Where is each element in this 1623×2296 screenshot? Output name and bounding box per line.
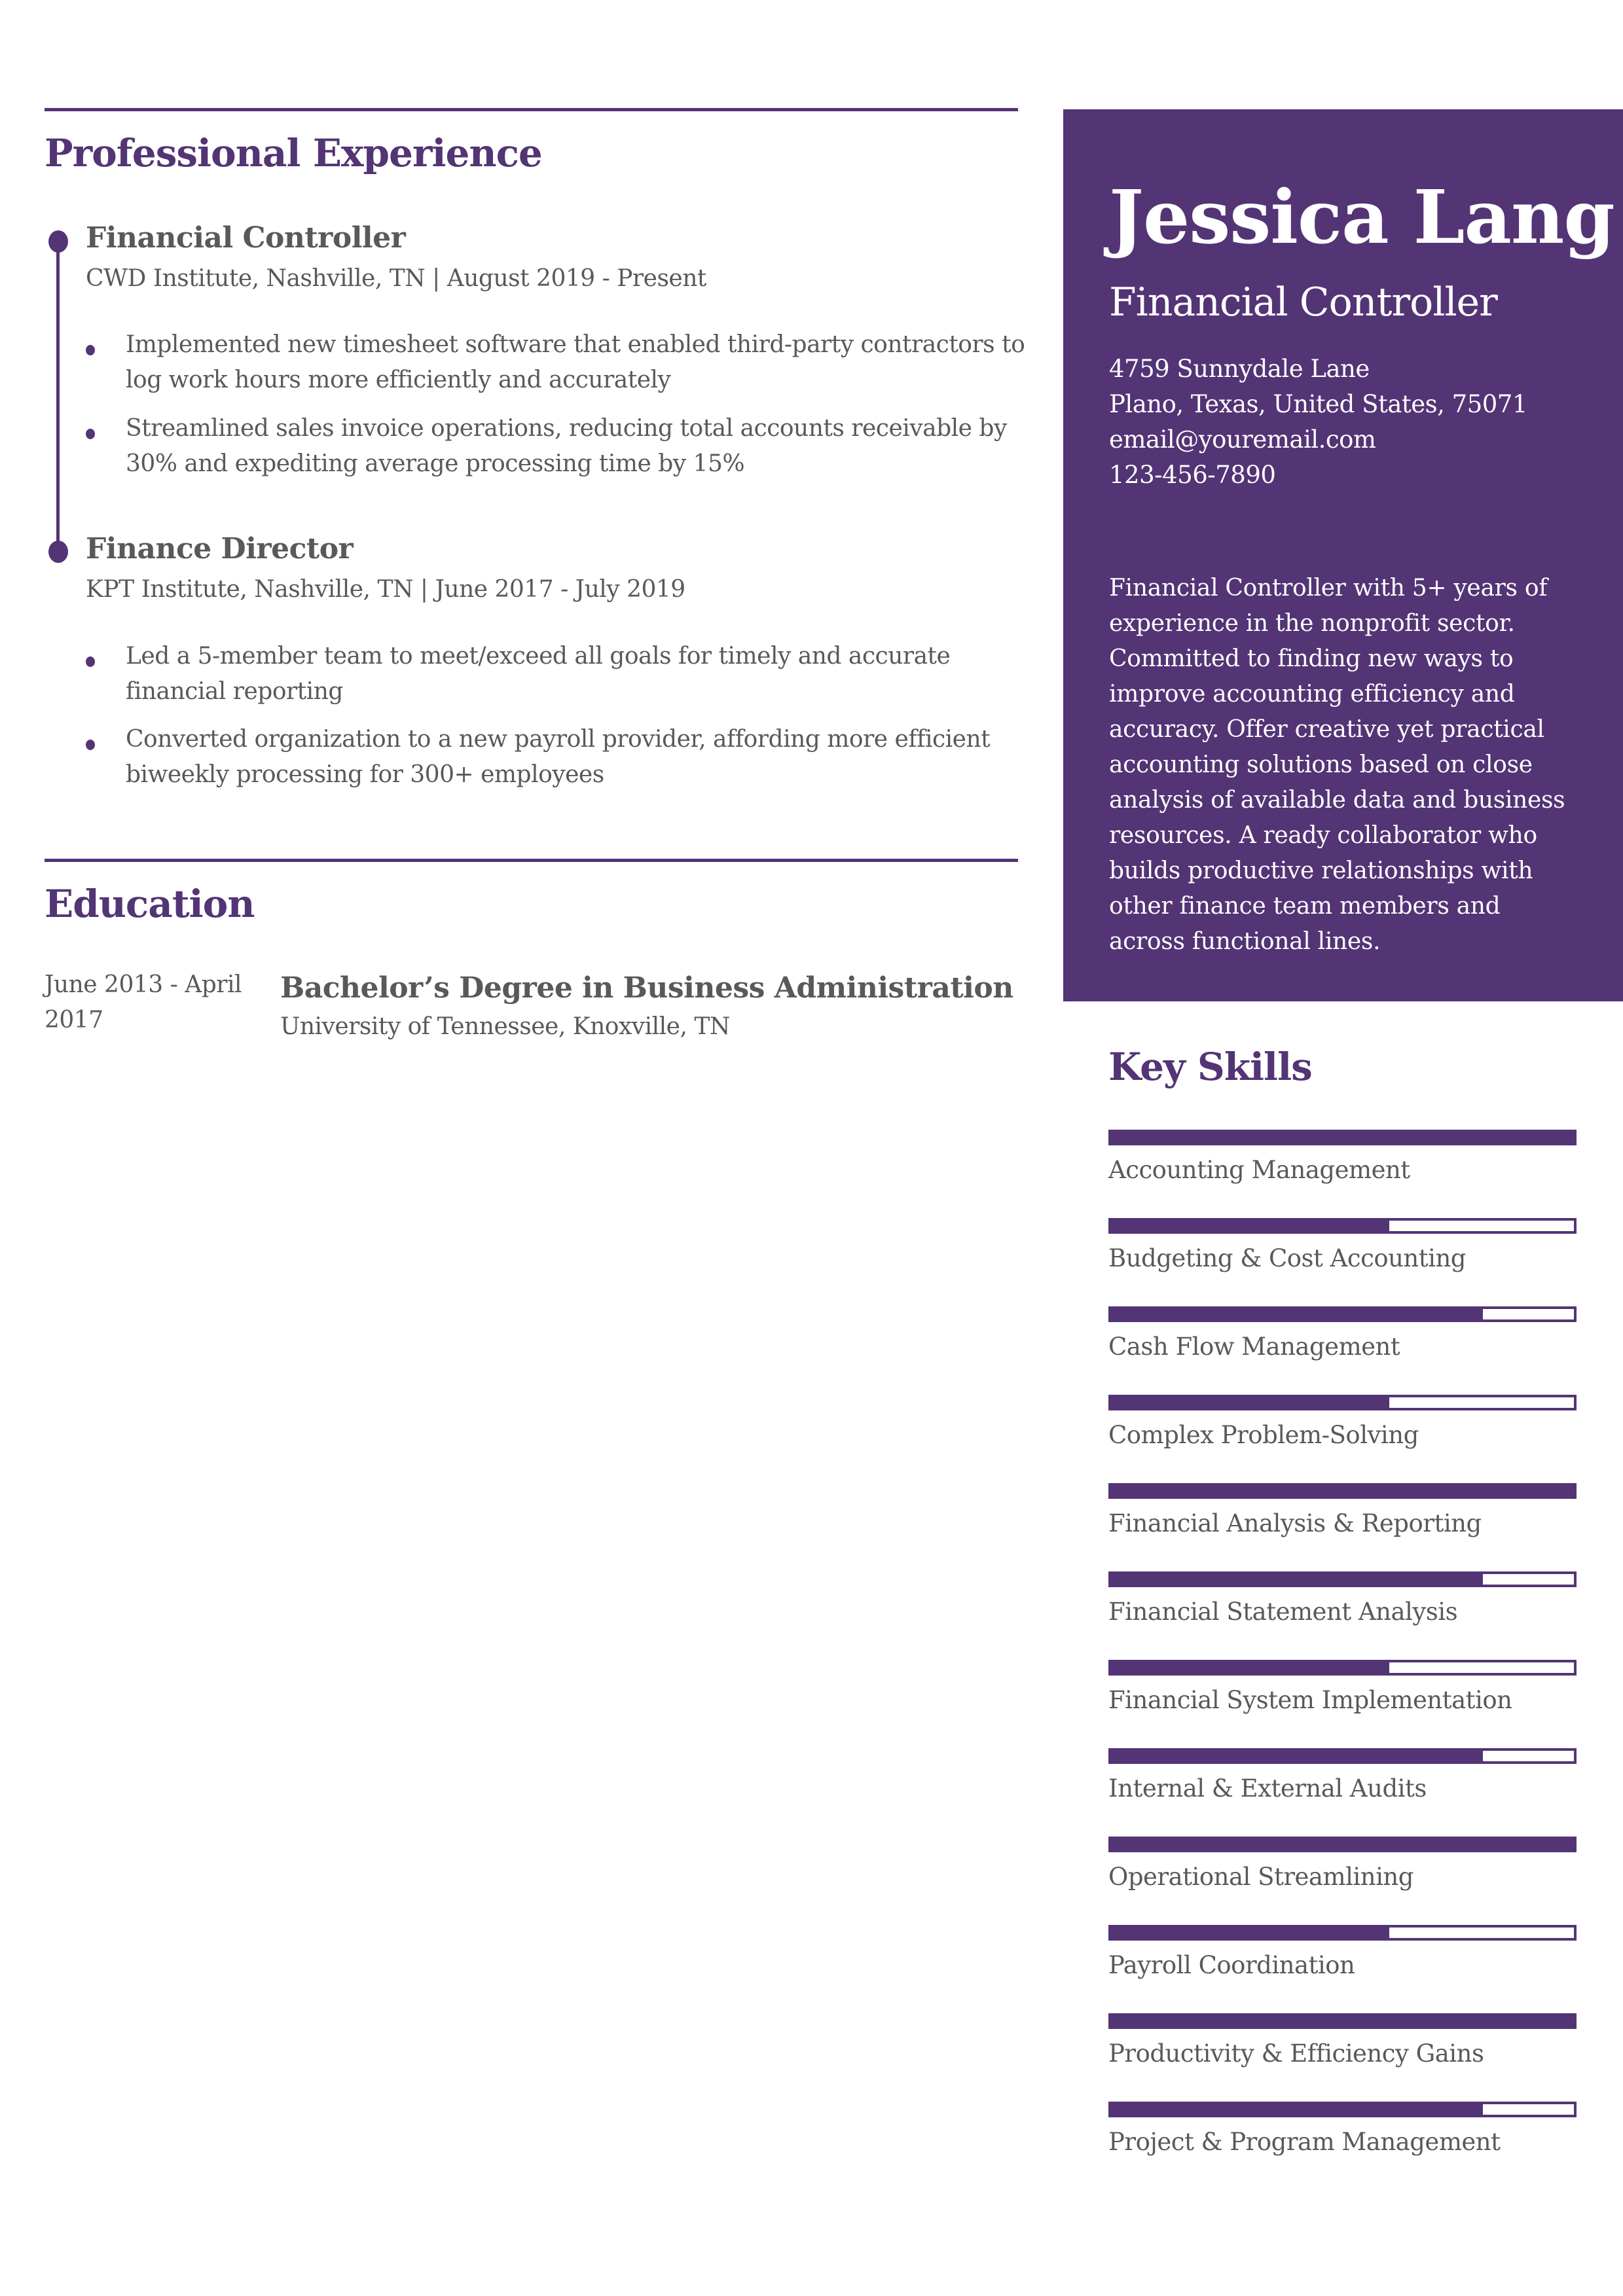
skill-label: Accounting Management: [1108, 1156, 1410, 1184]
skill-level-fill: [1108, 1925, 1389, 1941]
education-school: University of Tennessee, Knoxville, TN: [280, 1013, 730, 1040]
email[interactable]: email@youremail.com: [1109, 425, 1376, 454]
skill-level-bar: [1108, 1748, 1577, 1764]
skill-level-bar: [1108, 1571, 1577, 1587]
skill-level-bar: [1108, 2013, 1577, 2029]
bullet-icon: [86, 345, 95, 355]
bullet-icon: [86, 740, 95, 750]
address-line-1: 4759 Sunnydale Lane: [1109, 355, 1370, 383]
skill-level-fill: [1108, 1748, 1483, 1764]
skill-label: Financial Statement Analysis: [1108, 1598, 1458, 1626]
skill-label: Payroll Coordination: [1108, 1951, 1355, 1979]
education-degree: Bachelor’s Degree in Business Administration: [280, 971, 1013, 1005]
skill-level-fill: [1108, 2013, 1577, 2029]
candidate-name: Jessica Lang: [1109, 175, 1614, 260]
timeline-line: [56, 240, 60, 551]
phone: 123-456-7890: [1109, 461, 1276, 489]
skill-level-fill: [1108, 1660, 1389, 1676]
skill-level-fill: [1108, 1218, 1389, 1234]
skill-label: Cash Flow Management: [1108, 1333, 1400, 1361]
skill-label: Operational Streamlining: [1108, 1863, 1413, 1891]
experience-heading: Professional Experience: [45, 131, 542, 175]
skill-level-bar: [1108, 1925, 1577, 1941]
skill-level-bar: [1108, 2102, 1577, 2117]
bullet-icon: [86, 429, 95, 439]
skill-label: Productivity & Efficiency Gains: [1108, 2039, 1484, 2068]
skill-label: Budgeting & Cost Accounting: [1108, 1244, 1466, 1272]
skill-level-fill: [1108, 1483, 1577, 1499]
experience-divider: [45, 108, 1018, 111]
address-line-2: Plano, Texas, United States, 75071: [1109, 390, 1527, 418]
job-title: Finance Director: [86, 532, 354, 565]
summary: Financial Controller with 5+ years of experience in the nonprofit sector. Committed to finding new ways to improve accounting efficiency and accuracy. Offer creative yet practical accounting solutions based on close analysis of available data and business resources. A ready collaborator who builds productive relationships with other finance team members and across functional lines.: [1109, 575, 1565, 955]
job-meta: CWD Institute, Nashville, TN | August 2019 - Present: [86, 265, 706, 292]
job-bullet: Streamlined sales invoice operations, reducing total accounts receivable by 30% and expediting average processing time by 15%: [126, 415, 1007, 477]
skill-label: Project & Program Management: [1108, 2128, 1501, 2156]
skill-level-bar: [1108, 1395, 1577, 1410]
skill-level-bar: [1108, 1306, 1577, 1322]
job-bullet: Implemented new timesheet software that enabled third-party contractors to log work hours more efficiently and accurately: [126, 331, 1025, 393]
skill-level-bar: [1108, 1218, 1577, 1234]
timeline-dot-job-2: [48, 541, 68, 563]
bullet-icon: [86, 656, 95, 667]
skill-level-fill: [1108, 1306, 1483, 1322]
skills-heading: Key Skills: [1108, 1045, 1312, 1089]
skill-level-fill: [1108, 2102, 1483, 2117]
header-panel: [1063, 109, 1623, 1001]
skill-label: Financial Analysis & Reporting: [1108, 1509, 1482, 1537]
skill-label: Complex Problem-Solving: [1108, 1421, 1419, 1449]
education-dates: June 2013 - April 2017: [45, 971, 242, 1033]
skill-level-fill: [1108, 1130, 1577, 1145]
skill-level-bar: [1108, 1483, 1577, 1499]
job-bullet: Led a 5-member team to meet/exceed all goals for timely and accurate financial reporting: [126, 643, 951, 705]
candidate-title: Financial Controller: [1109, 279, 1497, 325]
skill-level-fill: [1108, 1837, 1577, 1852]
skill-level-fill: [1108, 1395, 1389, 1410]
job-bullet: Converted organization to a new payroll provider, affording more efficient biweekly processing for 300+ employees: [126, 726, 991, 788]
skill-level-bar: [1108, 1660, 1577, 1676]
skill-level-bar: [1108, 1837, 1577, 1852]
skill-level-fill: [1108, 1571, 1483, 1587]
education-heading: Education: [45, 882, 255, 926]
education-divider: [45, 859, 1018, 862]
skill-label: Financial System Implementation: [1108, 1686, 1512, 1714]
job-title: Financial Controller: [86, 221, 406, 255]
skill-level-bar: [1108, 1130, 1577, 1145]
skill-label: Internal & External Audits: [1108, 1774, 1427, 1803]
job-meta: KPT Institute, Nashville, TN | June 2017 - July 2019: [86, 576, 685, 603]
timeline-dot-job-1: [48, 230, 68, 253]
